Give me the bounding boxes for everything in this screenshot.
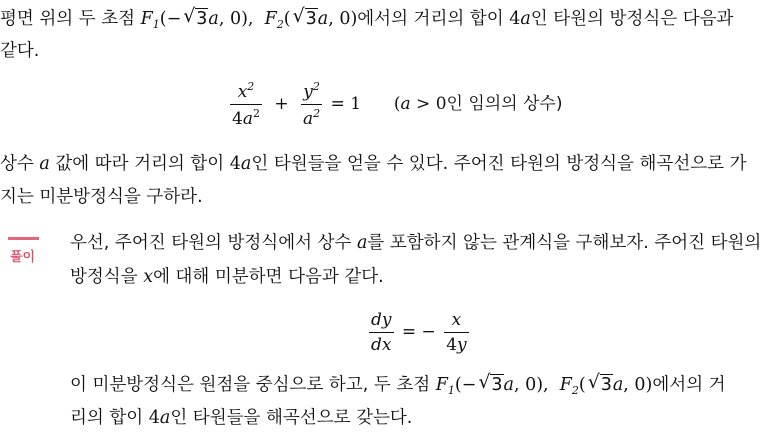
solution-line-3: 이 미분방정식은 원점을 중심으로 하고, 두 초점 $F_1(-√$ 3a, 0), $F_2(√$ 3a, 0)에서의 거 (70, 374, 726, 402)
problem-line-4: 지는 미분방정식을 구하라. (0, 187, 203, 207)
focus-f1: $F_1$ (140, 9, 160, 31)
sqrt-3: √ 3 (183, 8, 208, 30)
solution-label: 풀이 (10, 250, 36, 265)
problem-line-2: 같다. (0, 41, 40, 61)
solution-line-2: 방정식을 x에 대해 미분하면 다음과 같다. (70, 267, 384, 287)
focus-f2: $F_2$ (259, 9, 284, 31)
solution-line-4: 리의 합이 4a인 타원들을 해곡선으로 갖는다. (70, 408, 413, 428)
solution-line-1: 우선, 주어진 타원의 방정식에서 상수 a를 포함하지 않는 관계식을 구해보자. 주어진 타원의 (70, 233, 762, 253)
ellipse-equation: $\frac{x^2}{4a^2}$ + $\frac{y^2}{a^2}$ = 1 (a > 0인 임의의 상수) (232, 80, 563, 129)
problem-line-1: 평면 위의 두 초점 $F_1(-√$ 3a, 0), $F_2(√$ 3a, 0)에서의 거리의 합이 4a인 타원의 방정식은 다음과 (0, 8, 733, 36)
solution-marker-bar (8, 237, 39, 240)
problem-line-3: 상수 a 값에 따라 거리의 합이 4a인 타원들을 얻을 수 있다. 주어진 타원의 방정식을 해곡선으로 가 (0, 154, 747, 174)
differential-equation: $\frac{dy}{dx}$ = − $\frac{x}{4y}$ (371, 310, 467, 355)
